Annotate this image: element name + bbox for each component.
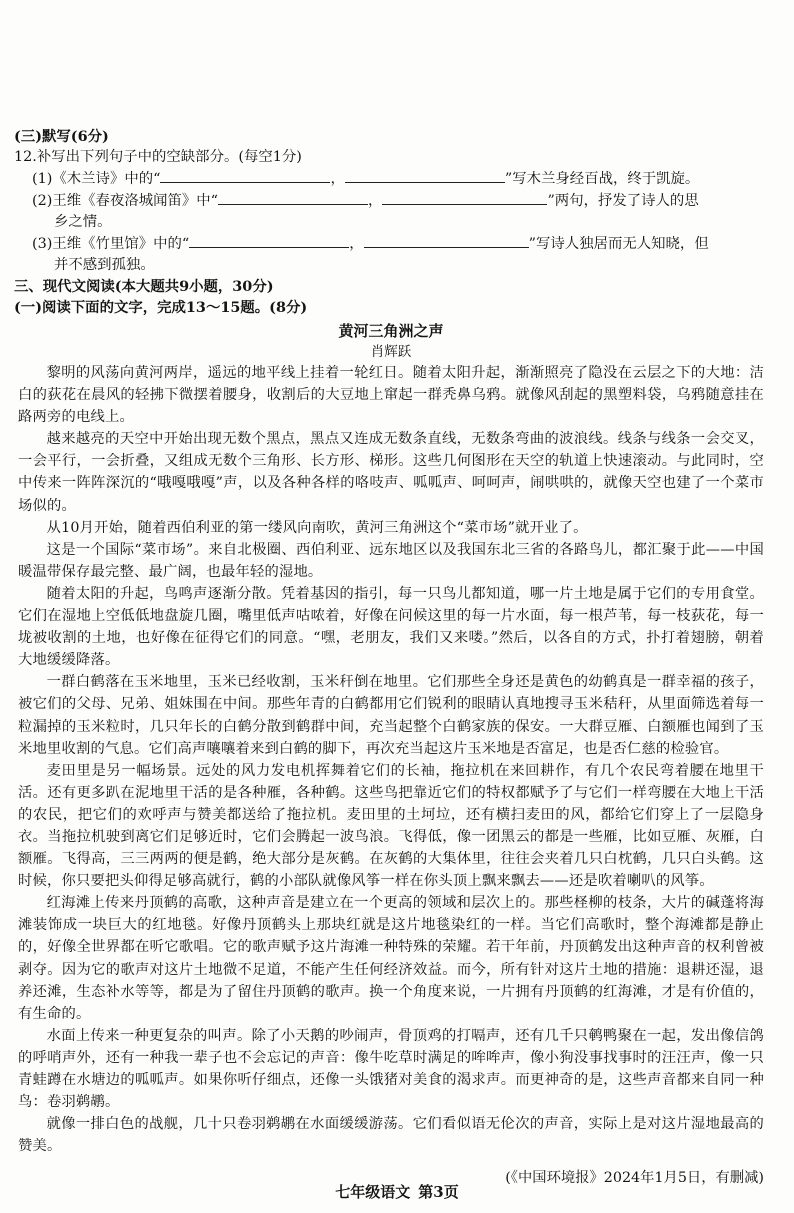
article-paragraph: 越来越亮的天空中开始出现无数个黑点，黑点又连成无数条直线，无数条弯曲的波浪线。线条与线条一会交叉，一会平行，一会折叠，又组成无数个三角形、长方形、梯形。这些几何图形在天空的轨道上快速滚动。与此同时，空中传来一阵阵深沉的“哦嘎哦嘎”声，以及各种各样的咯吱声、呱呱声、呵呵声，闹哄哄的，就像天空也建了一个菜市场似的。 [18, 431, 764, 514]
answer-blank[interactable] [345, 168, 505, 183]
fill-item-2-cont: 乡之情。 [54, 214, 112, 230]
article-paragraph: 麦田里是另一幅场景。远处的风力发电机挥舞着它们的长袖，拖拉机在来回耕作，有几个农民弯着腰在地里干活。还有更多趴在泥地里干活的是各种雁，各种鹤。这些鸟把靠近它们的特权都赋予了与它们一样弯腰在大地上干活的农民，把它们的欢呼声与赞美都送给了拖拉机。麦田里的土坷垃，还有横扫麦田的风，都给它们穿上了一层隐身衣。当拖拉机驶到离它们足够近时，它们会腾起一波鸟浪。飞得低，像一团黑云的都是一些雁，比如豆雁、灰雁，白额雁。飞得高，三三两两的便是鹤，绝大部分是灰鹤。在灰鹤的大集体里，往往会夹着几只白枕鹤，几只白头鹤。这时候，你只要把头仰得足够高就行，鹤的小部队就像风筝一样在你头顶上飘来飘去——还是吹着喇叭的风筝。 [18, 762, 764, 890]
article-title: 黄河三角洲之声 [338, 322, 444, 340]
article-paragraph: 从10月开始，随着西伯利亚的第一缕风向南吹，黄河三角洲这个“菜市场”就开业了。 [46, 519, 588, 536]
article-source: (《中国环境报》2024年1月5日，有删减) [505, 1170, 764, 1187]
fill-item-2 [32, 190, 768, 212]
fill-item-suffix: ”写木兰身经百战，终于凯旋。 [504, 171, 700, 187]
answer-blank[interactable] [189, 233, 349, 248]
part3-heading: 三、现代文阅读(本大题共9小题，30分) [14, 278, 274, 295]
page-footer [0, 1181, 794, 1202]
fill-item-suffix: ”两句，抒发了诗人的思 [547, 193, 699, 209]
fill-item-prefix: (1)《木兰诗》中的“ [32, 171, 161, 187]
answer-blank[interactable] [382, 190, 547, 205]
fill-item-3-cont: 并不感到孤独。 [54, 257, 155, 273]
fill-item-mid: ， [368, 193, 383, 209]
article-paragraph: 水面上传来一种更复杂的叫声。除了小天鹅的吵闹声，骨顶鸡的打嗝声，还有几千只鹌鸭聚在一起，发出像信鸽的呼哨声外，还有一种我一辈子也不会忘记的声音：像牛吃草时满足的哞哞声，像小狗没事找事时的汪汪声，像一只青蛙蹲在水塘边的呱呱声。如果你听仔细点，还像一头饿猪对美食的渴求声。而更神奇的是，这些声音都来自同一种鸟：卷羽鹈鹕。 [18, 1027, 764, 1111]
question-12-prompt: 12.补写出下列句子中的空缺部分。(每空1分) [14, 149, 302, 165]
article-paragraph: 黎明的风荡向黄河两岸，遥远的地平线上挂着一轮红日。随着太阳升起，渐渐照亮了隐没在云层之下的大地：洁白的荻花在晨风的轻拂下微摆着腰身，收割后的大豆地上窜起一群秃鼻乌鸦。就像风刮起的黑塑料袋，乌鸦随意挂在路两旁的电线上。 [18, 365, 764, 426]
fill-item-prefix: (2)王维《春夜洛城闻笛》中“ [32, 193, 219, 209]
fill-item-1 [32, 168, 768, 190]
footer-grade: 七年级语文 [335, 1183, 411, 1201]
reading-subheading: (一)阅读下面的文字，完成13～15题。(8分) [14, 299, 308, 316]
answer-blank[interactable] [218, 190, 368, 205]
fill-item-mid: ， [330, 171, 345, 187]
article-paragraph: 这是一个国际“菜市场”。来自北极圈、西伯利亚、远东地区以及我国东北三省的各路鸟儿，都汇聚于此——中国暖温带保存最完整、最广阔，也最年轻的湿地。 [18, 541, 764, 580]
footer-page-number: 第3页 [418, 1183, 459, 1201]
article-paragraph: 随着太阳的升起，鸟鸣声逐渐分散。凭着基因的指引，每一只鸟儿都知道，哪一片土地是属于它们的专用食堂。它们在湿地上空低低地盘旋几圈，嘴里低声咕哝着，好像在问候这里的每一片水面，每一根芦苇，每一枝荻花，每一垅被收割的土地，也好像在征得它们的同意。“嘿，老朋友，我们又来喽。”然后，以各自的方式，扑打着翅膀，朝着大地缓缓降落。 [18, 585, 764, 669]
section-heading: (三)默写(6分) [14, 128, 109, 145]
answer-blank[interactable] [160, 168, 330, 183]
fill-item-suffix: ”写诗人独居而无人知晓，但 [528, 236, 709, 252]
fill-item-3 [32, 233, 768, 255]
article-paragraph: 就像一排白色的战舰，几十只卷羽鹈鹕在水面缓缓游荡。它们看似语无伦次的声音，实际上是对这片湿地最高的赞美。 [18, 1116, 764, 1155]
fill-item-mid: ， [349, 236, 364, 252]
fill-item-prefix: (3)王维《竹里馆》中的“ [32, 236, 190, 252]
article-paragraph: 红海滩上传来丹顶鹤的高歌，这种声音是建立在一个更高的领域和层次上的。那些柽柳的枝条，大片的碱蓬将海滩装饰成一块巨大的红地毯。好像丹顶鹤头上那块红就是这片地毯染红的一样。当它们高歌时，整个海滩都是静止的，好像全世界都在听它歌唱。它的歌声赋予这片海滩一种特殊的荣耀。若干年前，丹顶鹤发出这种声音的权利曾被剥夺。因为它的歌声对这片土地微不足道，不能产生任何经济效益。而今，所有针对这片土地的措施：退耕还湿，退养还滩，生态补水等等，都是为了留住丹顶鹤的歌声。换一个角度来说，一片拥有丹顶鹤的红海滩，才是有价值的，有生命的。 [18, 895, 764, 1022]
article-body [18, 362, 764, 1157]
article-paragraph: 一群白鹤落在玉米地里，玉米已经收割，玉米秆倒在地里。它们那些全身还是黄色的幼鹤真是一群幸福的孩子，被它们的父母、兄弟、姐妹围在中间。那些年青的白鹤都用它们锐利的眼睛认真地搜寻玉米秸秆，从里面筛选着每一粒漏掉的玉米粒时，几只年长的白鹤分散到鹤群中间，充当起整个白鹤家族的保安。一大群豆雁、白额雁也闻到了玉米地里收割的气息。它们高声嚷嚷着来到白鹤的脚下，再次充当起这片玉米地是否富足，也是否仁慈的检验官。 [18, 674, 764, 757]
article-author: 肖辉跃 [370, 344, 412, 360]
answer-blank[interactable] [364, 233, 529, 248]
